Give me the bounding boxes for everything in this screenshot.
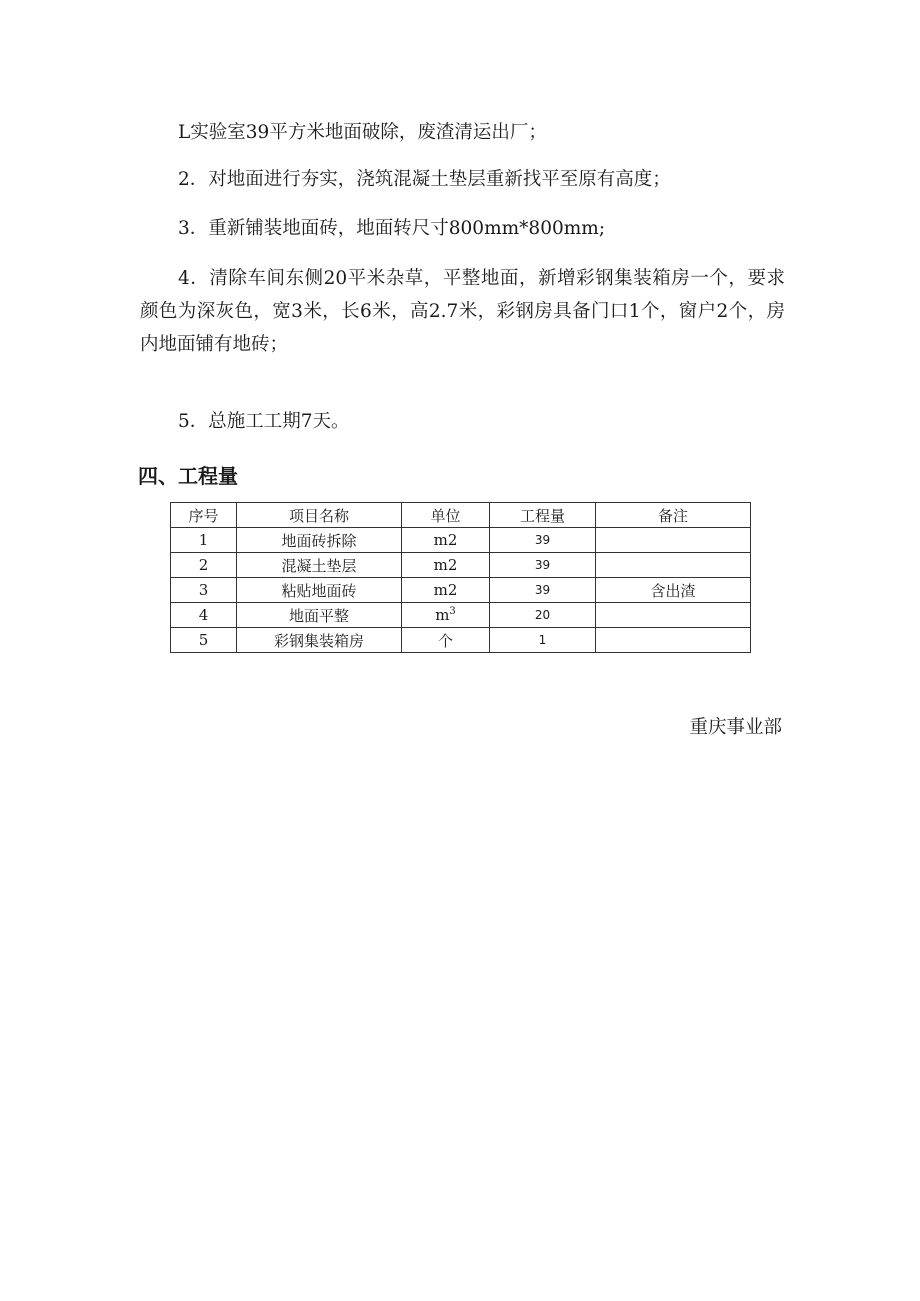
header-unit: 单位 [402,503,490,528]
table-row [171,603,751,628]
cell-no: 5 [171,628,237,653]
cell-unit [402,578,490,603]
unit-text: 个 [437,631,453,650]
cell-name: 地面平整 [237,603,402,628]
requirement-5: 5．总施工工期7天。 [178,411,350,432]
header-note: 备注 [596,503,751,528]
unit-text: m [435,606,450,624]
table-row [171,628,751,653]
cell-name: 地面砖拆除 [237,528,402,553]
cell-no: 4 [171,603,237,628]
cell-unit [402,553,490,578]
cell-no: 3 [171,578,237,603]
cell-qty: 39 [490,528,596,553]
cell-name: 混凝土垫层 [237,553,402,578]
cell-note [596,553,751,578]
requirement-1: L实验室39平方米地面破除，废渣清运出厂； [178,122,547,143]
unit-text: m2 [433,531,458,549]
header-no: 序号 [171,503,237,528]
cell-unit [402,603,490,628]
table-row [171,553,751,578]
header-name: 项目名称 [237,503,402,528]
cell-qty: 39 [490,553,596,578]
requirement-2: 2．对地面进行夯实，浇筑混凝土垫层重新找平至原有高度； [178,169,671,190]
cell-note [596,628,751,653]
header-qty: 工程量 [490,503,596,528]
table-header-row [171,503,751,528]
cell-qty: 39 [490,578,596,603]
requirement-3: 3．重新铺装地面砖，地面转尺寸800mm*800mm; [178,218,606,239]
cell-unit [402,628,490,653]
cell-no: 2 [171,553,237,578]
cell-note [596,603,751,628]
table-row [171,528,751,553]
unit-text: m2 [433,556,458,574]
quantity-table [170,502,751,653]
requirement-4: 4．清除车间东侧20平米杂草，平整地面，新增彩钢集装箱房一个，要求颜色为深灰色，宽3米，长6米，高2.7米，彩钢房具备门口1个，窗户2个，房内地面铺有地砖； [140,268,785,355]
cell-name: 彩钢集装箱房 [237,628,402,653]
section-heading: 四、工程量 [138,464,238,488]
signature: 重庆事业部 [689,717,782,738]
cell-note: 含出渣 [596,578,751,603]
cell-qty: 20 [490,603,596,628]
table-row [171,578,751,603]
unit-text: m2 [433,581,458,599]
cell-note [596,528,751,553]
cell-qty: 1 [490,628,596,653]
cell-no: 1 [171,528,237,553]
cell-unit [402,528,490,553]
cell-name: 粘贴地面砖 [237,578,402,603]
unit-sup: 3 [449,606,456,617]
